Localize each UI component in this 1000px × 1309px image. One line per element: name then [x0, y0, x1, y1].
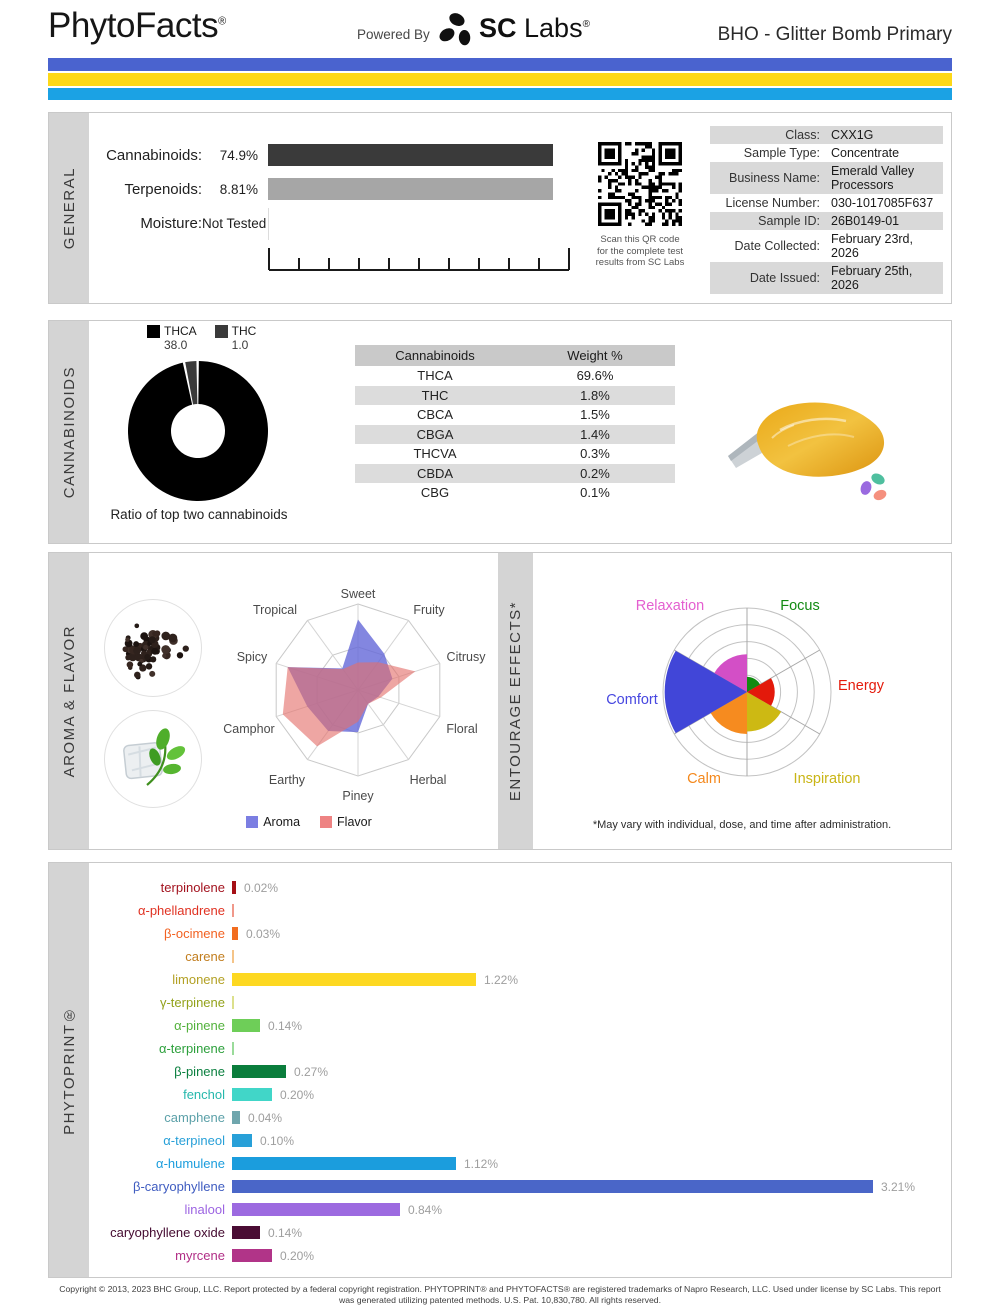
- report-title: BHO - Glitter Bomb Primary: [717, 24, 952, 45]
- phytoprint-section: [48, 862, 952, 1278]
- qr-caption-line: results from SC Labs: [595, 257, 685, 268]
- terpenoids-total-bar: [268, 178, 553, 200]
- terpene-value: 0.14%: [268, 1018, 303, 1033]
- bar-axis-baseline-tick: [268, 208, 269, 240]
- svg-text:Citrusy: Citrusy: [446, 650, 486, 664]
- info-row-date-issued: [710, 262, 943, 294]
- cannabinoid-row-thcva: [355, 444, 675, 464]
- thca-legend-swatch: [147, 325, 160, 338]
- entourage-section-label: ENTOURAGE EFFECTS*: [507, 600, 524, 802]
- table-cell: CBDA: [416, 465, 454, 481]
- terpene-row-camphene: [89, 1106, 951, 1129]
- entourage-content: [533, 553, 951, 849]
- cannabinoid-row-cbca: [355, 405, 675, 425]
- terpene-row-α-pinene: [89, 1014, 951, 1037]
- scale-ruler: [268, 245, 570, 273]
- sample-info-table: [710, 126, 943, 294]
- product-photo: [728, 368, 905, 512]
- terpene-row-caryophyllene-oxide: [89, 1221, 951, 1244]
- sc-labs-wordmark: [479, 13, 590, 44]
- general-content: [89, 113, 951, 303]
- moisture-value: Not Tested: [202, 215, 267, 231]
- donut-caption: Ratio of top two cannabinoids: [110, 507, 288, 522]
- svg-text:Fruity: Fruity: [413, 603, 445, 617]
- terpene-label: γ-terpinene: [159, 995, 225, 1010]
- terpene-label: β-ocimene: [164, 926, 225, 941]
- terpene-bar: [232, 973, 476, 986]
- aroma-legend-swatch: [246, 816, 258, 828]
- terpene-row-terpinolene: [89, 876, 951, 899]
- aroma-legend-item: [246, 815, 300, 829]
- mint-ice-photo: [104, 710, 202, 808]
- terpene-bar: [232, 904, 234, 917]
- svg-text:Inspiration: Inspiration: [793, 771, 861, 787]
- info-value: February 25th, 2026: [831, 264, 913, 292]
- concentrate-photo-image: [728, 368, 905, 512]
- thc-legend-swatch: [215, 325, 228, 338]
- terpene-row-fenchol: [89, 1083, 951, 1106]
- donut-legend-thca: [147, 324, 197, 352]
- thc-legend-label: THC: [231, 324, 257, 338]
- terpene-row-β-caryophyllene: [89, 1175, 951, 1198]
- terpene-value: 0.03%: [246, 926, 281, 941]
- column-header: Weight %: [567, 348, 623, 363]
- donut-legend: [147, 324, 256, 352]
- terpene-label: α-terpineol: [163, 1133, 225, 1148]
- table-cell: CBGA: [416, 426, 454, 442]
- terpene-bar: [232, 881, 236, 894]
- svg-text:Comfort: Comfort: [606, 692, 658, 708]
- phytofacts-logo: [48, 6, 226, 46]
- info-label: Date Collected:: [734, 239, 820, 253]
- cannabinoid-weight-table: [355, 345, 675, 503]
- aroma-flavor-legend: [189, 815, 429, 829]
- terpene-label: fenchol: [183, 1087, 225, 1102]
- terpene-value: 1.12%: [464, 1156, 499, 1171]
- terpene-bar: [232, 1157, 456, 1170]
- svg-text:Floral: Floral: [446, 722, 478, 736]
- terpene-row-α-phellandrene: [89, 899, 951, 922]
- terpene-label: carene: [185, 949, 225, 964]
- terpene-row-α-humulene: [89, 1152, 951, 1175]
- table-cell: THCVA: [413, 446, 457, 461]
- info-label: Sample Type:: [743, 146, 820, 160]
- sc-labs-sc: SC: [479, 13, 517, 43]
- cannabinoids-total-value: 74.9%: [219, 147, 258, 163]
- copyright-line-1: Copyright © 2013, 2023 BHC Group, LLC. Report protected by a federal copyright registration. PHYTOPRINT® and PHYTOFACTS® are registered trademarks of Napro Research, LLC. Used under license by SC Labs. This report: [59, 1284, 941, 1294]
- info-row-date-collected: [710, 230, 943, 262]
- svg-text:Focus: Focus: [780, 598, 820, 614]
- table-cell: 1.4%: [580, 426, 610, 442]
- cannabinoid-row-cbda: [355, 464, 675, 484]
- terpene-value: 0.10%: [260, 1133, 295, 1148]
- info-row-business-name: [710, 162, 943, 194]
- svg-text:Spicy: Spicy: [236, 650, 268, 664]
- svg-text:Herbal: Herbal: [409, 773, 447, 787]
- terpene-row-γ-terpinene: [89, 991, 951, 1014]
- table-cell: 1.8%: [580, 387, 610, 403]
- aroma-flavor-content: [89, 553, 498, 849]
- info-row-license-number: [710, 194, 943, 212]
- table-cell: THC: [421, 387, 449, 403]
- terpene-bar: [232, 950, 234, 963]
- flavor-legend-item: [320, 815, 372, 829]
- terpene-row-α-terpinene: [89, 1037, 951, 1060]
- terpenoids-summary-row: [89, 178, 553, 200]
- sc-labs-logo-icon: [437, 11, 475, 49]
- qr-caption-line: Scan this QR code: [600, 234, 680, 245]
- general-section-label: GENERAL: [60, 166, 78, 250]
- svg-text:Earthy: Earthy: [268, 773, 306, 787]
- cannabinoids-total-label: Cannabinoids:: [106, 146, 202, 164]
- terpene-bar: [232, 1088, 272, 1101]
- info-value: Emerald Valley Processors: [831, 164, 915, 192]
- copyright-footer: [0, 1284, 1000, 1306]
- terpene-value: 1.22%: [484, 972, 519, 987]
- info-value: 030-1017085F637: [831, 196, 934, 210]
- moisture-label: Moisture:: [140, 214, 202, 232]
- info-value: 26B0149-01: [831, 214, 900, 228]
- svg-text:Camphor: Camphor: [223, 722, 275, 736]
- phytofacts-wordmark: PhytoFacts: [48, 6, 219, 45]
- brand-stripe-lightblue: [48, 88, 952, 100]
- terpenoids-total-label: Terpenoids:: [124, 180, 202, 198]
- registered-mark: ®: [582, 19, 590, 30]
- terpene-label: α-pinene: [174, 1018, 225, 1033]
- terpene-value: 3.21%: [881, 1179, 916, 1194]
- terpene-label: α-terpinene: [158, 1041, 225, 1056]
- cannabinoid-table-header: [355, 345, 675, 366]
- moisture-summary-row: [89, 212, 268, 234]
- terpene-row-linalool: [89, 1198, 951, 1221]
- terpene-label: caryophyllene oxide: [110, 1225, 225, 1240]
- terpene-value: 0.04%: [248, 1110, 283, 1125]
- terpene-bar: [232, 1042, 234, 1055]
- aroma-legend-label: Aroma: [263, 815, 301, 829]
- cannabinoid-row-thca: [355, 366, 675, 386]
- aroma-flavor-radar-chart: [200, 578, 490, 810]
- cannabinoids-total-bar: [268, 144, 553, 166]
- flavor-legend-swatch: [320, 816, 332, 828]
- table-cell: CBCA: [416, 407, 454, 422]
- svg-text:Energy: Energy: [838, 678, 884, 694]
- terpene-label: terpinolene: [160, 880, 225, 895]
- info-label: Date Issued:: [749, 271, 820, 285]
- general-section-label-strip: [49, 113, 89, 303]
- terpene-label: camphene: [164, 1110, 225, 1125]
- table-cell: 69.6%: [576, 368, 614, 383]
- info-row-sample-id: [710, 212, 943, 230]
- thc-legend-value: 1.0: [231, 338, 249, 352]
- table-cell: CBG: [420, 485, 450, 500]
- terpene-label: β-caryophyllene: [132, 1179, 225, 1194]
- info-row-class: [710, 126, 943, 144]
- terpene-value: 0.02%: [244, 880, 279, 895]
- terpene-bar: [232, 1226, 260, 1239]
- terpene-label: linalool: [184, 1202, 225, 1217]
- donut-legend-thc: [215, 324, 257, 352]
- thca-legend-label: THCA: [164, 324, 197, 338]
- cannabinoids-section-label: CANNABINOIDS: [60, 365, 78, 499]
- cannabinoids-section-label-strip: [49, 321, 89, 543]
- svg-text:Calm: Calm: [687, 771, 721, 787]
- peppercorn-photo: [104, 599, 202, 697]
- cannabinoid-row-thc: [355, 386, 675, 406]
- flavor-legend-label: Flavor: [337, 815, 372, 829]
- info-label: Business Name:: [728, 171, 820, 185]
- terpene-value: 0.20%: [280, 1087, 315, 1102]
- aroma-entourage-section: [48, 552, 952, 850]
- terpene-row-α-terpineol: [89, 1129, 951, 1152]
- terpene-label: α-phellandrene: [137, 903, 225, 918]
- cannabinoids-summary-row: [89, 144, 553, 166]
- terpene-bar: [232, 1249, 272, 1262]
- table-cell: 1.5%: [580, 407, 610, 422]
- mint-ice-image: [105, 711, 201, 807]
- aroma-flavor-section-label: AROMA & FLAVOR: [60, 624, 78, 778]
- table-cell: 0.3%: [580, 446, 610, 461]
- terpene-bar: [232, 1111, 240, 1124]
- phytoprint-content: [89, 863, 951, 1277]
- aroma-flavor-section-label-strip: [49, 553, 89, 849]
- column-header: Cannabinoids: [395, 348, 475, 363]
- terpene-bar-chart: [89, 876, 951, 1267]
- thca-legend-value: 38.0: [164, 338, 188, 352]
- terpene-label: myrcene: [175, 1248, 225, 1263]
- sc-labs-labs: Labs: [516, 13, 583, 43]
- cannabinoids-content: [89, 321, 951, 543]
- terpene-value: 0.14%: [268, 1225, 303, 1240]
- info-value: CXX1G: [831, 128, 874, 142]
- terpene-value: 0.20%: [280, 1248, 315, 1263]
- terpene-bar: [232, 927, 238, 940]
- powered-by-label: Powered By: [357, 27, 430, 42]
- cannabinoids-section: [48, 320, 952, 544]
- info-label: Class:: [785, 128, 820, 142]
- info-row-sample-type: [710, 144, 943, 162]
- terpene-bar: [232, 996, 234, 1009]
- entourage-disclaimer: *May vary with individual, dose, and time after administration.: [592, 819, 892, 831]
- svg-text:Tropical: Tropical: [253, 603, 297, 617]
- general-section: [48, 112, 952, 304]
- qr-caption-line: for the complete test: [596, 245, 684, 257]
- entourage-effects-polar-chart: [573, 573, 918, 813]
- terpene-bar: [232, 1019, 260, 1032]
- cannabinoid-row-cbga: [355, 425, 675, 445]
- terpene-row-limonene: [89, 968, 951, 991]
- terpene-value: 0.84%: [408, 1202, 443, 1217]
- terpene-bar: [232, 1203, 400, 1216]
- cannabinoid-row-cbg: [355, 483, 675, 503]
- brand-stripe-blue: [48, 58, 952, 71]
- peppercorn-image: [105, 600, 201, 696]
- terpene-row-carene: [89, 945, 951, 968]
- qr-code: [598, 142, 682, 226]
- phytoprint-section-label-strip: [49, 863, 89, 1277]
- copyright-line-2: was generated utilizing patented methods. U.S. Pat. 10,830,780. All rights reserved.: [338, 1295, 662, 1305]
- registered-mark: ®: [218, 15, 226, 28]
- terpenoids-total-value: 8.81%: [219, 181, 258, 197]
- terpene-bar: [232, 1180, 873, 1193]
- terpene-label: α-humulene: [156, 1156, 225, 1171]
- qr-caption: [557, 234, 723, 269]
- terpene-row-β-pinene: [89, 1060, 951, 1083]
- info-label: License Number:: [725, 196, 820, 210]
- terpene-value: 0.27%: [294, 1064, 329, 1079]
- info-value: Concentrate: [831, 146, 900, 160]
- svg-text:Sweet: Sweet: [340, 587, 376, 601]
- svg-text:Relaxation: Relaxation: [635, 598, 705, 614]
- terpene-bar: [232, 1065, 286, 1078]
- terpene-label: limonene: [172, 972, 225, 987]
- phytoprint-section-label: PHYTOPRINT®: [60, 1005, 78, 1135]
- table-cell: 0.2%: [580, 465, 610, 481]
- info-value: February 23rd, 2026: [831, 232, 913, 260]
- terpene-row-myrcene: [89, 1244, 951, 1267]
- table-cell: 0.1%: [580, 485, 610, 500]
- terpene-bar: [232, 1134, 252, 1147]
- entourage-section-label-strip: [498, 553, 533, 849]
- cannabinoid-ratio-donut-chart: [108, 360, 288, 502]
- terpene-row-β-ocimene: [89, 922, 951, 945]
- svg-text:Piney: Piney: [342, 789, 374, 803]
- info-label: Sample ID:: [758, 214, 820, 228]
- table-cell: THCA: [417, 368, 453, 383]
- terpene-label: β-pinene: [174, 1064, 225, 1079]
- brand-stripe-yellow: [48, 73, 952, 86]
